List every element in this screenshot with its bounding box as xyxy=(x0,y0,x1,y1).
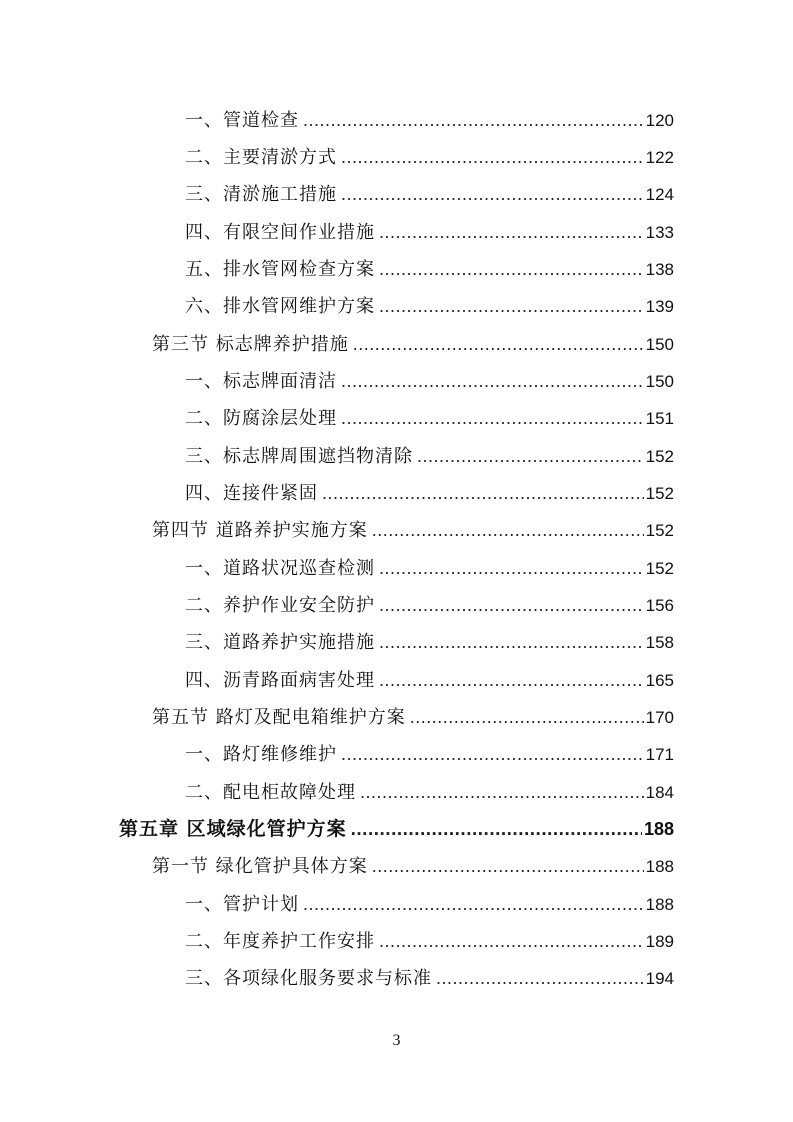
toc-entry-title: 二、配电柜故障处理 xyxy=(185,782,356,803)
toc-entry-page: 152 xyxy=(645,521,674,540)
toc-entry[interactable] xyxy=(185,406,674,431)
toc-entry-title: 六、排水管网维护方案 xyxy=(185,296,375,317)
toc-entry-title: 二、年度养护工作安排 xyxy=(185,931,375,952)
toc-entry[interactable] xyxy=(185,108,674,133)
toc-dot-leader xyxy=(341,369,644,393)
toc-entry[interactable] xyxy=(185,556,674,581)
toc-entry[interactable] xyxy=(185,182,674,207)
toc-entry-title: 四、沥青路面病害处理 xyxy=(185,670,375,691)
toc-entry-title: 三、各项绿化服务要求与标准 xyxy=(185,968,432,989)
toc-entry-title: 第三节 标志牌养护措施 xyxy=(152,334,349,355)
toc-dot-leader xyxy=(372,518,644,542)
toc-dot-leader xyxy=(341,742,644,766)
toc-entry-page: 152 xyxy=(645,484,674,503)
toc-entry-page: 139 xyxy=(645,297,674,316)
toc-entry-title: 二、主要清淤方式 xyxy=(185,147,337,168)
toc-entry-page: 133 xyxy=(645,223,674,242)
toc-entry-title: 第五节 路灯及配电箱维护方案 xyxy=(152,707,406,728)
toc-entry-page: 170 xyxy=(645,708,674,727)
toc-dot-leader xyxy=(379,257,644,281)
toc-entry-title: 一、管护计划 xyxy=(185,894,299,915)
toc-section-entry[interactable] xyxy=(152,854,674,879)
toc-entry-title: 三、标志牌周围遮挡物清除 xyxy=(185,446,413,467)
toc-entry-title: 一、管道检查 xyxy=(185,110,299,131)
toc-dot-leader xyxy=(379,556,644,580)
toc-entry-page: 165 xyxy=(645,671,674,690)
toc-entry-title: 第五章 区域绿化管护方案 xyxy=(119,818,347,840)
toc-entry-page: 150 xyxy=(645,372,674,391)
toc-entry[interactable] xyxy=(185,966,674,991)
toc-entry-title: 第四节 道路养护实施方案 xyxy=(152,520,368,541)
toc-dot-leader xyxy=(341,406,644,430)
toc-entry-page: 138 xyxy=(645,260,674,279)
toc-dot-leader xyxy=(360,780,644,804)
toc-dot-leader xyxy=(379,294,644,318)
toc-entry[interactable] xyxy=(185,929,674,954)
toc-dot-leader xyxy=(341,182,644,206)
toc-entry-page: 189 xyxy=(645,932,674,951)
toc-entry-page: 158 xyxy=(645,633,674,652)
toc-entry[interactable] xyxy=(185,630,674,655)
toc-entry-title: 四、有限空间作业措施 xyxy=(185,222,375,243)
toc-entry-page: 124 xyxy=(645,185,674,204)
toc-entry-page: 150 xyxy=(645,335,674,354)
toc-dot-leader xyxy=(303,108,644,132)
toc-dot-leader xyxy=(379,668,644,692)
toc-section-entry[interactable] xyxy=(152,705,674,730)
toc-dot-leader xyxy=(303,892,644,916)
toc-entry-title: 五、排水管网检查方案 xyxy=(185,259,375,280)
toc-entry[interactable] xyxy=(185,220,674,245)
toc-entry-page: 184 xyxy=(645,783,674,802)
toc-entry[interactable] xyxy=(185,593,674,618)
toc-entry-title: 二、防腐涂层处理 xyxy=(185,408,337,429)
toc-section-entry[interactable] xyxy=(152,518,674,543)
toc-entry[interactable] xyxy=(185,294,674,319)
toc-entry-title: 四、连接件紧固 xyxy=(185,483,318,504)
toc-entry[interactable] xyxy=(185,369,674,394)
toc-entry[interactable] xyxy=(185,668,674,693)
toc-dot-leader xyxy=(372,854,644,878)
toc-entry-title: 第一节 绿化管护具体方案 xyxy=(152,856,368,877)
toc-entry[interactable] xyxy=(185,145,674,170)
toc-entry-page: 194 xyxy=(645,969,674,988)
toc-entry-page: 122 xyxy=(645,148,674,167)
toc-dot-leader xyxy=(410,705,644,729)
toc-entry-page: 151 xyxy=(645,409,674,428)
toc-entry-page: 156 xyxy=(645,596,674,615)
toc-entry-title: 二、养护作业安全防护 xyxy=(185,595,375,616)
toc-dot-leader xyxy=(341,145,644,169)
toc-entry-page: 171 xyxy=(645,745,674,764)
toc-chapter-entry[interactable] xyxy=(119,817,674,842)
toc-entry-page: 120 xyxy=(645,111,674,130)
toc-entry-page: 188 xyxy=(643,819,674,839)
toc-dot-leader xyxy=(351,818,642,842)
toc-entry-title: 三、道路养护实施措施 xyxy=(185,632,375,653)
toc-entry-page: 152 xyxy=(645,447,674,466)
toc-dot-leader xyxy=(379,929,644,953)
toc-entry[interactable] xyxy=(185,444,674,469)
page-number: 3 xyxy=(392,1032,401,1049)
toc-dot-leader xyxy=(379,593,644,617)
toc-entry-title: 一、路灯维修维护 xyxy=(185,744,337,765)
toc-dot-leader xyxy=(379,220,644,244)
toc-entry-title: 一、道路状况巡查检测 xyxy=(185,558,375,579)
toc-dot-leader xyxy=(322,481,644,505)
toc-dot-leader xyxy=(436,966,644,990)
toc-entry-page: 188 xyxy=(645,895,674,914)
toc-entry[interactable] xyxy=(185,742,674,767)
toc-entry-title: 三、清淤施工措施 xyxy=(185,184,337,205)
toc-entry-title: 一、标志牌面清洁 xyxy=(185,371,337,392)
toc-entry[interactable] xyxy=(185,481,674,506)
toc-dot-leader xyxy=(379,630,644,654)
toc-dot-leader xyxy=(353,332,644,356)
toc-section-entry[interactable] xyxy=(152,332,674,357)
toc-entry[interactable] xyxy=(185,780,674,805)
toc-entry-page: 152 xyxy=(645,559,674,578)
toc-entry[interactable] xyxy=(185,892,674,917)
toc-entry[interactable] xyxy=(185,257,674,282)
toc-dot-leader xyxy=(417,444,644,468)
toc-entry-page: 188 xyxy=(645,857,674,876)
